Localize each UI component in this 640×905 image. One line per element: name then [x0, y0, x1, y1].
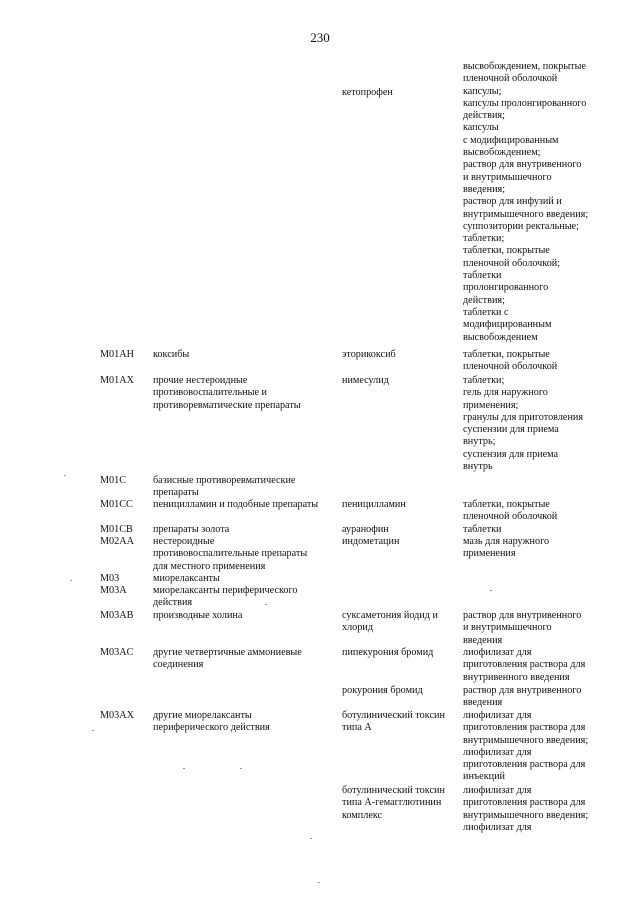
atc-code: M01CC — [100, 499, 133, 510]
atc-group-name: миорелаксанты — [153, 573, 220, 584]
atc-code: M03A — [100, 585, 127, 596]
drug-name: пеницилламин — [342, 499, 406, 510]
atc-code: M01AX — [100, 375, 134, 386]
atc-group-name: базисные противоревматические препараты — [153, 475, 296, 499]
scan-speck — [183, 768, 185, 769]
drug-name: кетопрофен — [342, 87, 393, 98]
dosage-forms: лиофилизат для приготовления раствора для внутримышечного введения; лиофилизат для приготовления раствора для инъекций — [463, 710, 589, 783]
atc-group-name: миорелаксанты периферического действия — [153, 585, 298, 609]
atc-group-name: препараты золота — [153, 524, 230, 535]
dosage-forms: таблетки, покрытые пленочной оболочкой — [463, 349, 558, 373]
atc-group-name: прочие нестероидные противовоспалительные и противоревматические препараты — [153, 375, 301, 411]
drug-name: нимесулид — [342, 375, 389, 386]
atc-code: M01AH — [100, 349, 134, 360]
scan-speck — [265, 604, 267, 605]
drug-name: пипекурония бромид — [342, 647, 434, 658]
atc-group-name: другие миорелаксанты периферического действия — [153, 710, 270, 734]
drug-name: ботулинический токсин типа А — [342, 710, 445, 734]
atc-code: M03AX — [100, 710, 134, 721]
dosage-forms: таблетки — [463, 524, 502, 535]
dosage-forms: высвобождением, покрытые пленочной оболочкой капсулы; капсулы пролонгированного действия; капсулы с модифицированным высвобождением; раствор для внутривенного и внутримышечного введения; раствор для инфузий и внутримышечного введения; суппозитории ректальные; таблетки; таблетки, покрытые пленочной оболочкой; таблетки пролонгированного действия; таблетки с модифицированным высвобождением — [463, 61, 589, 343]
drug-name: индометацин — [342, 536, 400, 547]
atc-group-name: нестероидные противовоспалительные препараты для местного применения — [153, 536, 308, 572]
atc-code: M01CB — [100, 524, 133, 535]
dosage-forms: таблетки, покрытые пленочной оболочкой — [463, 499, 558, 523]
scan-speck — [70, 580, 72, 581]
atc-group-name: коксибы — [153, 349, 190, 360]
dosage-forms: раствор для внутривенного введения — [463, 685, 582, 709]
atc-code: M03AB — [100, 610, 134, 621]
scan-speck — [240, 768, 242, 769]
dosage-forms: мазь для наружного применения — [463, 536, 550, 560]
scan-speck — [310, 838, 312, 839]
atc-group-name: пеницилламин и подобные препараты — [153, 499, 319, 510]
atc-code: M01C — [100, 475, 127, 486]
atc-group-name: производные холина — [153, 610, 243, 621]
atc-group-name: другие четвертичные аммониевые соединения — [153, 647, 302, 671]
dosage-forms: лиофилизат для приготовления раствора для внутривенного введения — [463, 647, 586, 683]
atc-code: M03AC — [100, 647, 134, 658]
scan-speck — [490, 590, 492, 591]
drug-name: ботулинический токсин типа А-гемагглютинин комплекс — [342, 785, 445, 821]
scan-speck — [318, 882, 320, 883]
dosage-forms: лиофилизат для приготовления раствора для внутримышечного введения; лиофилизат для — [463, 785, 589, 833]
dosage-forms: раствор для внутривенного и внутримышечного введения — [463, 610, 582, 646]
scan-speck — [92, 730, 94, 731]
dosage-forms: таблетки; гель для наружного применения; гранулы для приготовления суспензии для приема внутрь; суспензия для приема внутрь — [463, 375, 584, 473]
scan-speck — [64, 475, 66, 476]
drug-name: рокурония бромид — [342, 685, 423, 696]
atc-code: M02AA — [100, 536, 134, 547]
drug-name: суксаметония йодид и хлорид — [342, 610, 438, 634]
drug-name: ауранофин — [342, 524, 389, 535]
page-number: 230 — [310, 30, 330, 45]
drug-name: эторикоксиб — [342, 349, 396, 360]
atc-code: M03 — [100, 573, 120, 584]
